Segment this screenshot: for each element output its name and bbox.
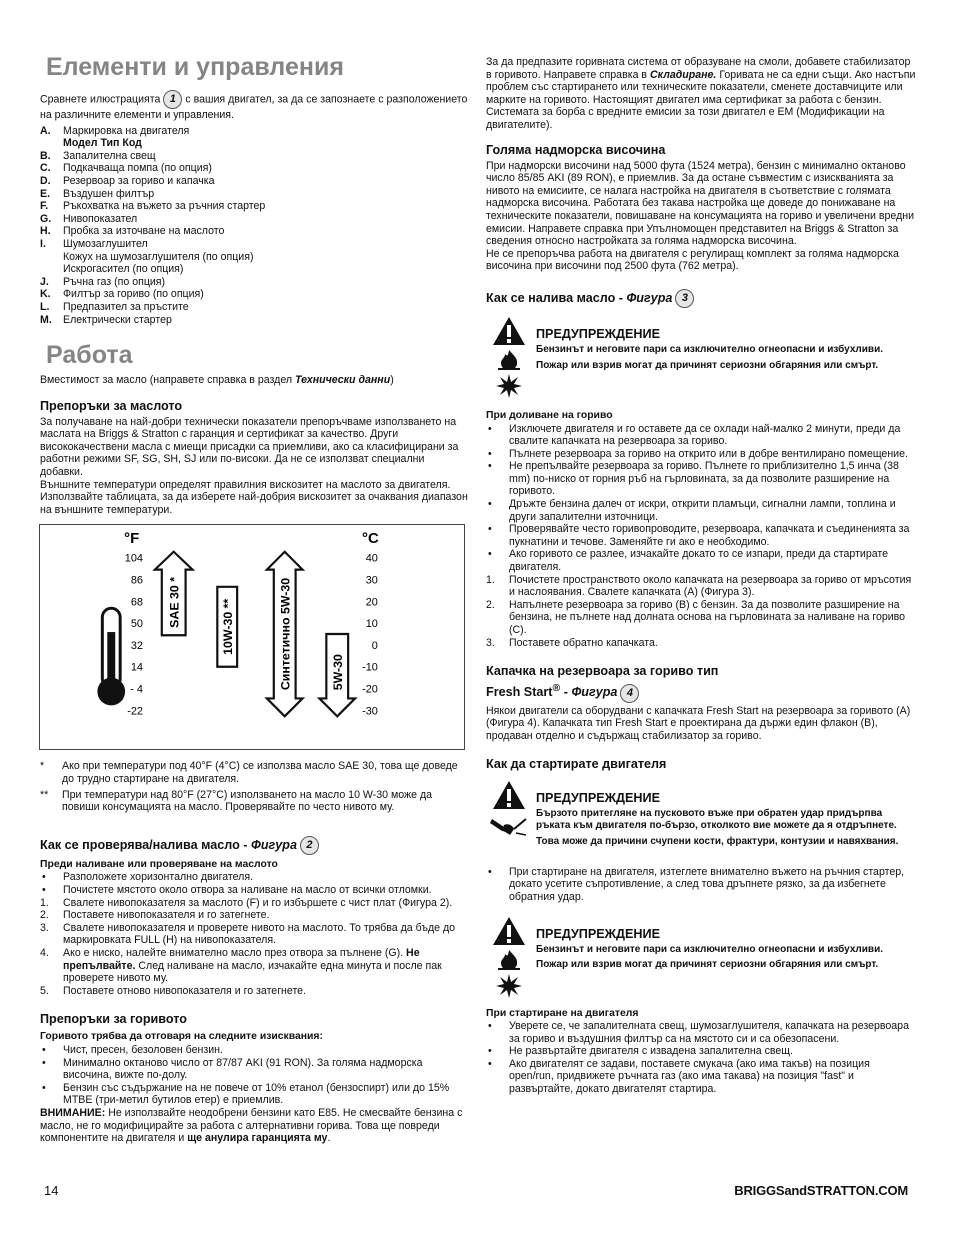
list-item: • Чист, пресен, безоловен бензин.: [42, 1043, 223, 1056]
parts-list-item: I. Шумозаглушител Кожух на шумозаглушителя (по опция) Искрогасител (по опция): [40, 237, 254, 276]
list-item: • Ако двигателят се задави, поставете смукача (ако има такъв) на позиция open/run, придвижете ръчната газ (ако има такава) на позиция "fast" и развъртайте, докато двигателят стартира.: [488, 1057, 870, 1096]
attention-note: ВНИМАНИЕ: Не използвайте неодобрени бензини като E85. Не смесвайте бензина с масло, не го модифицирайте за работа с алтернативни горива. Това ще повреди компонентите на двигателя и ще анулира гаранцията му.: [40, 1106, 463, 1145]
list-item: • Разположете хоризонтално двигателя.: [42, 871, 254, 884]
c-tick-label: 10: [365, 618, 378, 631]
c-tick-label: 40: [365, 553, 378, 566]
warning-text: Това може да причини счупени кости, фрактури, контузии и навяхвания.: [536, 835, 899, 847]
list-item: • Проверявайте често горивопроводите, резервоара, капачката и съединенията за пукнатини и течове. Заменяйте ги ако е необходимо.: [488, 523, 910, 548]
parts-list-item: A. Маркировка на двигателя Модел Тип Код: [40, 124, 190, 150]
fire-icon: [496, 949, 522, 971]
warning-block-kickback: [490, 780, 916, 851]
unit-fahrenheit: °F: [124, 531, 140, 548]
figure-3-badge: 3: [675, 289, 694, 308]
list-item: 2. Поставете нивопоказателя и го затегнете.: [40, 909, 270, 922]
list-item: • Уверете се, че запалителната свещ, шумозаглушителя, капачката на резервоара за гориво и въздушния филтър са на мястото си и са обезопасени.: [488, 1020, 909, 1045]
c-tick-label: 20: [365, 596, 378, 609]
fuel-stabilizer-paragraph: За да предпазите горивната система от образуване на смоли, добавете стабилизатор в горивото. Направете справка в Складиране. Горивата не са едни същи. Ако настъпи проблем със стартирането или техническите показатели, сменете доставчиците или марките на горивото. Настоящият двигател има сертификат за работа с бензин. Системата за борба с вредните емисии за този двигател е EM (Модификации на двигателите).: [486, 56, 916, 131]
section-title-operation: Работа: [46, 341, 133, 370]
list-item: 1. Почистете пространството около капачката на резервоара за гориво от мръсотия и наслоявания. Свалете капачката (A) (Фигура 3).: [486, 573, 912, 599]
brand-url: BRIGGSandSTRATTON.COM: [734, 1183, 908, 1198]
warning-title: ПРЕДУПРЕЖДЕНИЕ: [536, 926, 660, 941]
check-oil-heading: Как се проверява/налива масло - Фигура 2: [40, 836, 468, 855]
list-item: • Минимално октаново число от 87/87 AKI (91 RON). За голяма надморска височина, вижте по-долу.: [42, 1056, 423, 1082]
start-engine-heading: Как да стартирате двигателя: [486, 757, 667, 772]
parts-list-item: B. Запалителна свещ: [40, 149, 156, 162]
high-altitude-paragraph-2: Не се препоръчва работа на двигателя с регулиращ комплект за голяма надморска височина при височини под 2500 фута (762 метра).: [486, 247, 899, 273]
intro-text: Сравнете илюстрацията 1 с вашия двигател, за да се запознаете с разположението на различните елементи и управления.: [40, 90, 468, 122]
f-tick-label: 86: [130, 574, 143, 587]
section-title-controls: Елементи и управления: [46, 53, 344, 81]
list-item: • Изключете двигателя и го оставете да се охлади най-малко 2 минути, преди да свалите капачката на резервоара за гориво.: [488, 422, 901, 448]
list-item: 3. Поставете обратно капачката.: [486, 636, 658, 649]
left-column: [40, 52, 468, 1145]
oil-capacity-text: Вместимост за масло (направете справка в раздел Технически данни): [40, 374, 394, 387]
f-tick-label: - 4: [130, 683, 143, 696]
f-tick-label: 14: [130, 662, 143, 675]
series-label: 5W-30: [331, 654, 346, 691]
parts-list-item: D. Резервоар за гориво и капачка: [40, 174, 215, 187]
warning-triangle-icon: [492, 780, 526, 810]
parts-list-item: M. Електрически стартер: [40, 313, 172, 326]
list-item: 5. Поставете отново нивопоказателя и го затегнете.: [40, 984, 307, 997]
c-tick-label: -30: [362, 705, 378, 718]
list-item: • Бензин със съдържание на не повече от 10% етанол (бензоспирт) или до 15% MTBE (три-метил бутилов етер) е приемлив.: [42, 1081, 450, 1107]
add-fuel-heading: Как се налива масло - Фигура 3: [486, 289, 916, 308]
fuel-requirements-subheading: Горивото трябва да отговаря на следните изисквания:: [40, 1031, 323, 1043]
warning-block-fuel: [490, 316, 916, 398]
high-altitude-heading: Голяма надморска височина: [486, 142, 666, 157]
warning-title: ПРЕДУПРЕЖДЕНИЕ: [536, 791, 660, 806]
list-item: • Пълнете резервоара за гориво на открито или в добре вентилирано помещение.: [488, 447, 908, 460]
starting-subheading: При стартиране на двигателя: [486, 1007, 639, 1019]
series-label: 10W-30 **: [221, 599, 236, 656]
series-label: Синтетично 5W-30: [278, 578, 293, 691]
parts-list-item: K. Филтър за гориво (по опция): [40, 288, 204, 301]
high-altitude-paragraph-1: При надморски височини над 5000 фута (1524 метра), бензин с минимално октаново число 85/85 AKI (89 RON), е приемлив. За да остане съвместим с изискванията за нивото на емисиите, се налага настройка на двигателя в съответствие с голямата надморска височина. Работата без такава настройка ще доведе до понижаване на техническите показатели, повишаване на консумацията на гориво и увеличени вредни емисии. Направете справка при Упълномощен представител на Briggs & Stratton за сведения относно настройката за голяма надморска височина.: [486, 159, 915, 248]
warning-triangle-icon: [492, 916, 526, 946]
list-item: 2. Напълнете резервоара за гориво (B) с бензин. За да позволите разширение на бензина, не пълнете над долната основа на гърловината за наливане на гориво (C).: [486, 598, 906, 636]
warning-title: ПРЕДУПРЕЖДЕНИЕ: [536, 326, 660, 341]
oil-viscosity-chart: [39, 524, 465, 750]
list-item: • Почистете мястото около отвора за наливане на масло от всички отломки.: [42, 884, 432, 896]
right-column: [486, 56, 916, 1096]
c-tick-label: 0: [371, 640, 378, 653]
thermometer-icon: [97, 609, 125, 706]
oil-paragraph-1: За получаване на най-добри технически показатели препоръчваме използването на маслата на Briggs & Stratton с гаранция и сертификат за качество. Други висококачествени масла с миещи присадки са приемливи, ако са класифицирани за работни режими SF, SG, SH, SJ или по-високи. Да не се използват специални добавки.: [40, 415, 459, 479]
warning-block-fuel-start: [490, 916, 916, 998]
warning-text: Бързото притегляне на пусковото въже при обратен удар придърпва ръката към двигателя по-бързо, отколкото вие можете да я отдръпнете.: [536, 808, 897, 832]
list-item: 1. Свалете нивопоказателя за маслото (F) и го избършете с чист плат (Фигура 2).: [40, 896, 453, 909]
f-tick-label: 104: [124, 553, 143, 566]
oil-paragraph-2: Външните температури определят правилния вискозитет на маслото за двигателя. Използвайте таблицата, за да изберете най-добрия вискозитет за очаквания диапазон на външните температури.: [40, 478, 468, 516]
kickback-hand-icon: [490, 813, 528, 839]
parts-list-item: E. Въздушен филтър: [40, 187, 155, 200]
f-tick-label: 68: [130, 596, 143, 609]
fresh-start-heading: Капачка на резервоара за гориво тип Fresh Start® - Фигура 4: [486, 663, 916, 702]
refuel-subheading: При доливане на гориво: [486, 409, 613, 421]
warning-text: Бензинът и неговите пари са изключително огнеопасни и избухливи.: [536, 943, 883, 955]
warning-triangle-icon: [492, 316, 526, 346]
c-tick-label: 30: [365, 574, 378, 587]
figure-1-badge: 1: [163, 90, 182, 109]
check-oil-subheading: Преди наливане или проверяване на маслото: [40, 858, 278, 870]
parts-list-item: L. Предпазител за пръстите: [40, 300, 189, 313]
list-item: 4. Ако е ниско, налейте внимателно масло през отвора за пълнене (G). Не препълвайте. След наливане на масло, изчакайте една минута и после пак проверете нивото му.: [40, 946, 442, 985]
f-tick-label: -22: [127, 705, 143, 718]
series-label: SAE 30 *: [167, 577, 182, 629]
warning-text: Пожар или взрив могат да причинят сериозни обгаряния или смърт.: [536, 959, 879, 971]
list-item: • Ако горивото се разлее, изчакайте докато то се изпари, преди да стартирате двигателя.: [488, 548, 889, 574]
list-item: • Дръжте бензина далеч от искри, открити пламъци, сигнални лампи, топлина и други запалителни източници.: [488, 498, 896, 523]
c-tick-label: -10: [362, 662, 378, 675]
warning-text: Бензинът и неговите пари са изключително огнеопасни и избухливи.: [536, 343, 883, 355]
fresh-start-paragraph: Някои двигатели са оборудвани с капачката Fresh Start на резервоара за горивото (A) (Фигура 4). Капачката тип Fresh Start е проектирана да държи един флакон (B), продаван отделно и съдържащ стабилизатор за гориво.: [486, 704, 911, 742]
list-item: • Не развъртайте двигателя с извадена запалителна свещ.: [488, 1045, 793, 1058]
warning-text: Пожар или взрив могат да причинят сериозни обгаряния или смърт.: [536, 359, 879, 371]
list-item: 3. Свалете нивопоказателя и проверете нивото на маслото. То трябва да бъде до маркировката FULL (H) на нивопоказателя.: [40, 921, 456, 947]
list-item: • При стартиране на двигателя, изтеглете внимателно въжето на ръчния стартер, докато усетите съпротивление, а след това дръпнете рязко, за да избегнете обратния удар.: [488, 865, 905, 903]
c-tick-label: -20: [362, 683, 378, 696]
list-item: • Не препълвайте резервоара за гориво. Пълнете го приблизително 1,5 инча (38 mm) по-ниско от горния ръб на гърловината, за да позволите разширение на горивото.: [488, 460, 899, 498]
footnote-2: ** При температури над 80°F (27°C) използването на масло 10 W-30 може да повиши консумацията на масло. Проверявайте по често нивото му.: [40, 788, 433, 814]
footnote-1: * Ако при температури под 40°F (4°C) се използва масло SAE 30, това ще доведе до трудно стартиране на двигателя.: [40, 760, 458, 786]
parts-list-item: C. Подкачваща помпа (по опция): [40, 162, 212, 175]
f-tick-label: 50: [130, 618, 143, 631]
oil-recommendations-heading: Препоръки за маслото: [40, 398, 183, 413]
unit-celsius: °C: [362, 531, 379, 548]
explosion-icon: [496, 974, 522, 998]
fire-icon: [496, 349, 522, 371]
figure-2-badge: 2: [300, 836, 319, 855]
f-tick-label: 32: [130, 640, 143, 653]
figure-4-badge: 4: [620, 684, 639, 703]
parts-list-item: F. Ръкохватка на въжето за ръчния стартер: [40, 200, 266, 213]
parts-list-item: H. Пробка за източване на маслото: [40, 225, 225, 238]
parts-list-item: J. Ръчна газ (по опция): [40, 275, 166, 288]
explosion-icon: [496, 374, 522, 398]
fuel-recommendations-heading: Препоръки за горивото: [40, 1012, 187, 1027]
page-number: 14: [44, 1183, 59, 1198]
parts-list: [40, 125, 468, 327]
parts-list-item: G. Нивопоказател: [40, 212, 138, 225]
